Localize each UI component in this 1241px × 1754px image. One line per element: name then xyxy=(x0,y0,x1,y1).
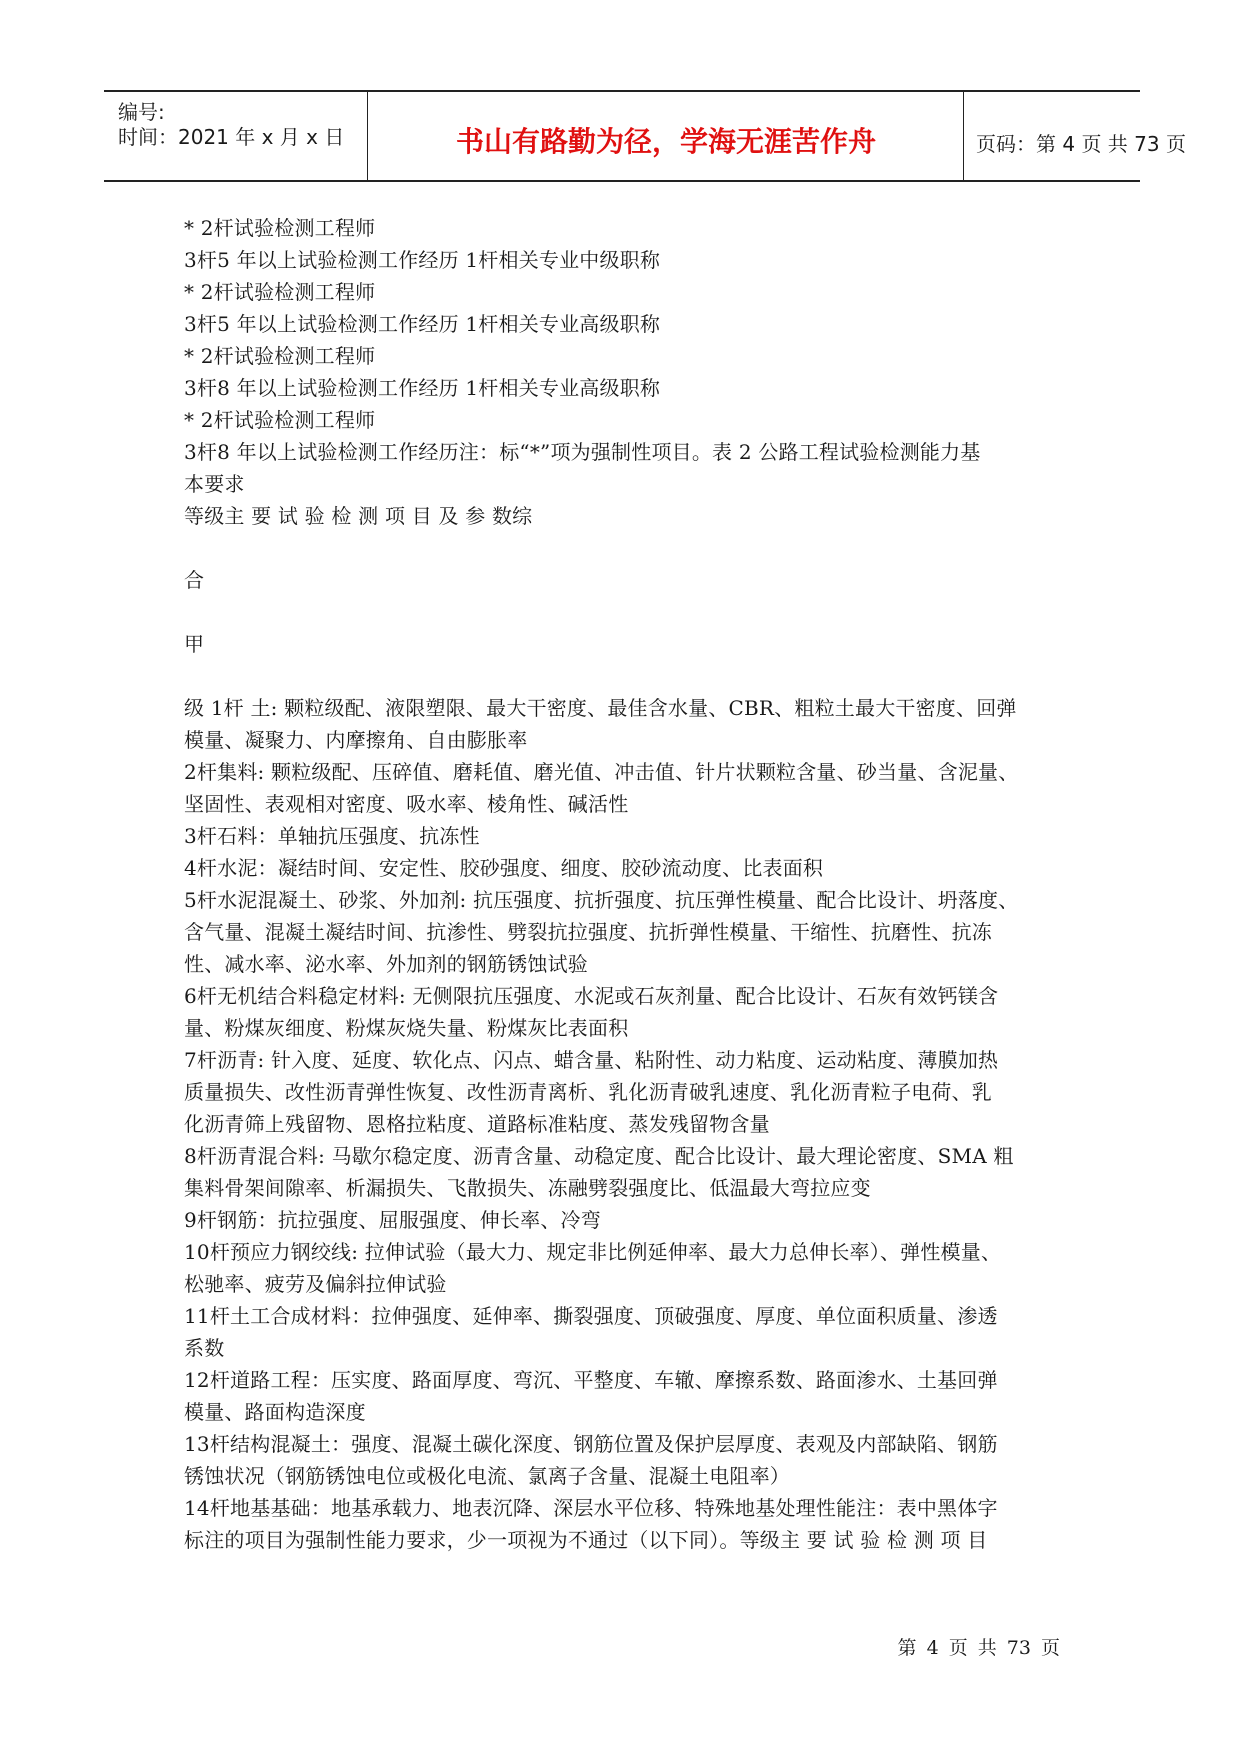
document-body xyxy=(184,212,1104,1556)
body-line: 7杆沥青: 针入度、延度、软化点、闪点、蜡含量、粘附性、动力粘度、运动粘度、薄膜加热 xyxy=(184,1048,999,1072)
body-line xyxy=(184,660,1104,692)
header-meta-cell xyxy=(104,92,368,180)
page-footer-number: 第 4 页 共 73 页 xyxy=(897,1637,1060,1659)
body-line: 等级主 要 试 验 检 测 项 目 及 参 数综 xyxy=(184,504,533,528)
body-line: 级 1杆 土: 颗粒级配、液限塑限、最大干密度、最佳含水量、CBR、粗粒土最大干密度、回弹 xyxy=(184,696,1017,720)
body-line: 松驰率、疲劳及偏斜拉伸试验 xyxy=(184,1272,447,1296)
header-page-cell xyxy=(964,92,1186,180)
body-line: 合 xyxy=(184,568,205,592)
header-motto: 书山有路勤为径，学海无涯苦作舟 xyxy=(455,125,876,158)
header-motto-cell xyxy=(368,92,964,180)
body-line: 11杆土工合成材料：拉伸强度、延伸率、撕裂强度、顶破强度、厚度、单位面积质量、渗透 xyxy=(184,1304,998,1328)
body-line: 5杆水泥混凝土、砂浆、外加剂: 抗压强度、抗折强度、抗压弹性模量、配合比设计、坍落度、 xyxy=(184,888,1019,912)
body-line: 10杆预应力钢绞线: 拉伸试验（最大力、规定非比例延伸率、最大力总伸长率）、弹性模量、 xyxy=(184,1240,1002,1264)
body-line: 锈蚀状况（钢筋锈蚀电位或极化电流、氯离子含量、混凝土电阻率） xyxy=(184,1464,790,1488)
body-line: 3杆5 年以上试验检测工作经历 1杆相关专业高级职称 xyxy=(184,312,661,336)
body-line: 模量、路面构造深度 xyxy=(184,1400,366,1424)
body-line: 3杆石料：单轴抗压强度、抗冻性 xyxy=(184,824,480,848)
body-line: 6杆无机结合料稳定材料: 无侧限抗压强度、水泥或石灰剂量、配合比设计、石灰有效钙镁含 xyxy=(184,984,999,1008)
body-line: 含气量、混凝土凝结时间、抗渗性、劈裂抗拉强度、抗折弹性模量、干缩性、抗磨性、抗冻 xyxy=(184,920,992,944)
body-line: 标注的项目为强制性能力要求，少一项视为不通过（以下同）。等级主 要 试 验 检 测 项 目 xyxy=(184,1528,988,1552)
page-header xyxy=(104,90,1186,182)
body-line xyxy=(184,532,1104,564)
body-line: 3杆5 年以上试验检测工作经历 1杆相关专业中级职称 xyxy=(184,248,661,272)
body-line: 8杆沥青混合料: 马歇尔稳定度、沥青含量、动稳定度、配合比设计、最大理论密度、SMA 粗 xyxy=(184,1144,1014,1168)
body-line: 12杆道路工程：压实度、路面厚度、弯沉、平整度、车辙、摩擦系数、路面渗水、土基回弹 xyxy=(184,1368,998,1392)
body-line: 化沥青筛上残留物、恩格拉粘度、道路标准粘度、蒸发残留物含量 xyxy=(184,1112,770,1136)
body-line: 甲 xyxy=(184,632,205,656)
body-line: 系数 xyxy=(184,1336,225,1360)
body-line: * 2杆试验检测工程师 xyxy=(184,280,376,304)
body-line: 坚固性、表观相对密度、吸水率、棱角性、碱活性 xyxy=(184,792,629,816)
document-id-label: 编号: xyxy=(118,100,165,124)
header-page-number: 页码：第 4 页 共 73 页 xyxy=(976,132,1186,156)
body-line: * 2杆试验检测工程师 xyxy=(184,216,376,240)
body-line: 13杆结构混凝土：强度、混凝土碳化深度、钢筋位置及保护层厚度、表观及内部缺陷、钢筋 xyxy=(184,1432,998,1456)
body-line: * 2杆试验检测工程师 xyxy=(184,344,376,368)
body-line: 14杆地基基础：地基承载力、地表沉降、深层水平位移、特殊地基处理性能注：表中黑体字 xyxy=(184,1496,998,1520)
body-line: 3杆8 年以上试验检测工作经历注：标“*”项为强制性项目。表 2 公路工程试验检测能力基 xyxy=(184,440,981,464)
body-line: 量、粉煤灰细度、粉煤灰烧失量、粉煤灰比表面积 xyxy=(184,1016,629,1040)
body-line: 质量损失、改性沥青弹性恢复、改性沥青离析、乳化沥青破乳速度、乳化沥青粒子电荷、乳 xyxy=(184,1080,992,1104)
body-line: 2杆集料: 颗粒级配、压碎值、磨耗值、磨光值、冲击值、针片状颗粒含量、砂当量、含泥量、 xyxy=(184,760,1019,784)
body-line: 4杆水泥：凝结时间、安定性、胶砂强度、细度、胶砂流动度、比表面积 xyxy=(184,856,824,880)
body-line: 性、减水率、泌水率、外加剂的钢筋锈蚀试验 xyxy=(184,952,588,976)
body-line: 3杆8 年以上试验检测工作经历 1杆相关专业高级职称 xyxy=(184,376,661,400)
body-line xyxy=(184,596,1104,628)
body-line: 集料骨架间隙率、析漏损失、飞散损失、冻融劈裂强度比、低温最大弯拉应变 xyxy=(184,1176,871,1200)
body-line: 本要求 xyxy=(184,472,245,496)
document-time-label: 时间：2021 年 x 月 x 日 xyxy=(118,125,345,149)
body-line: * 2杆试验检测工程师 xyxy=(184,408,376,432)
body-line: 模量、凝聚力、内摩擦角、自由膨胀率 xyxy=(184,728,528,752)
body-line: 9杆钢筋：抗拉强度、屈服强度、伸长率、冷弯 xyxy=(184,1208,601,1232)
